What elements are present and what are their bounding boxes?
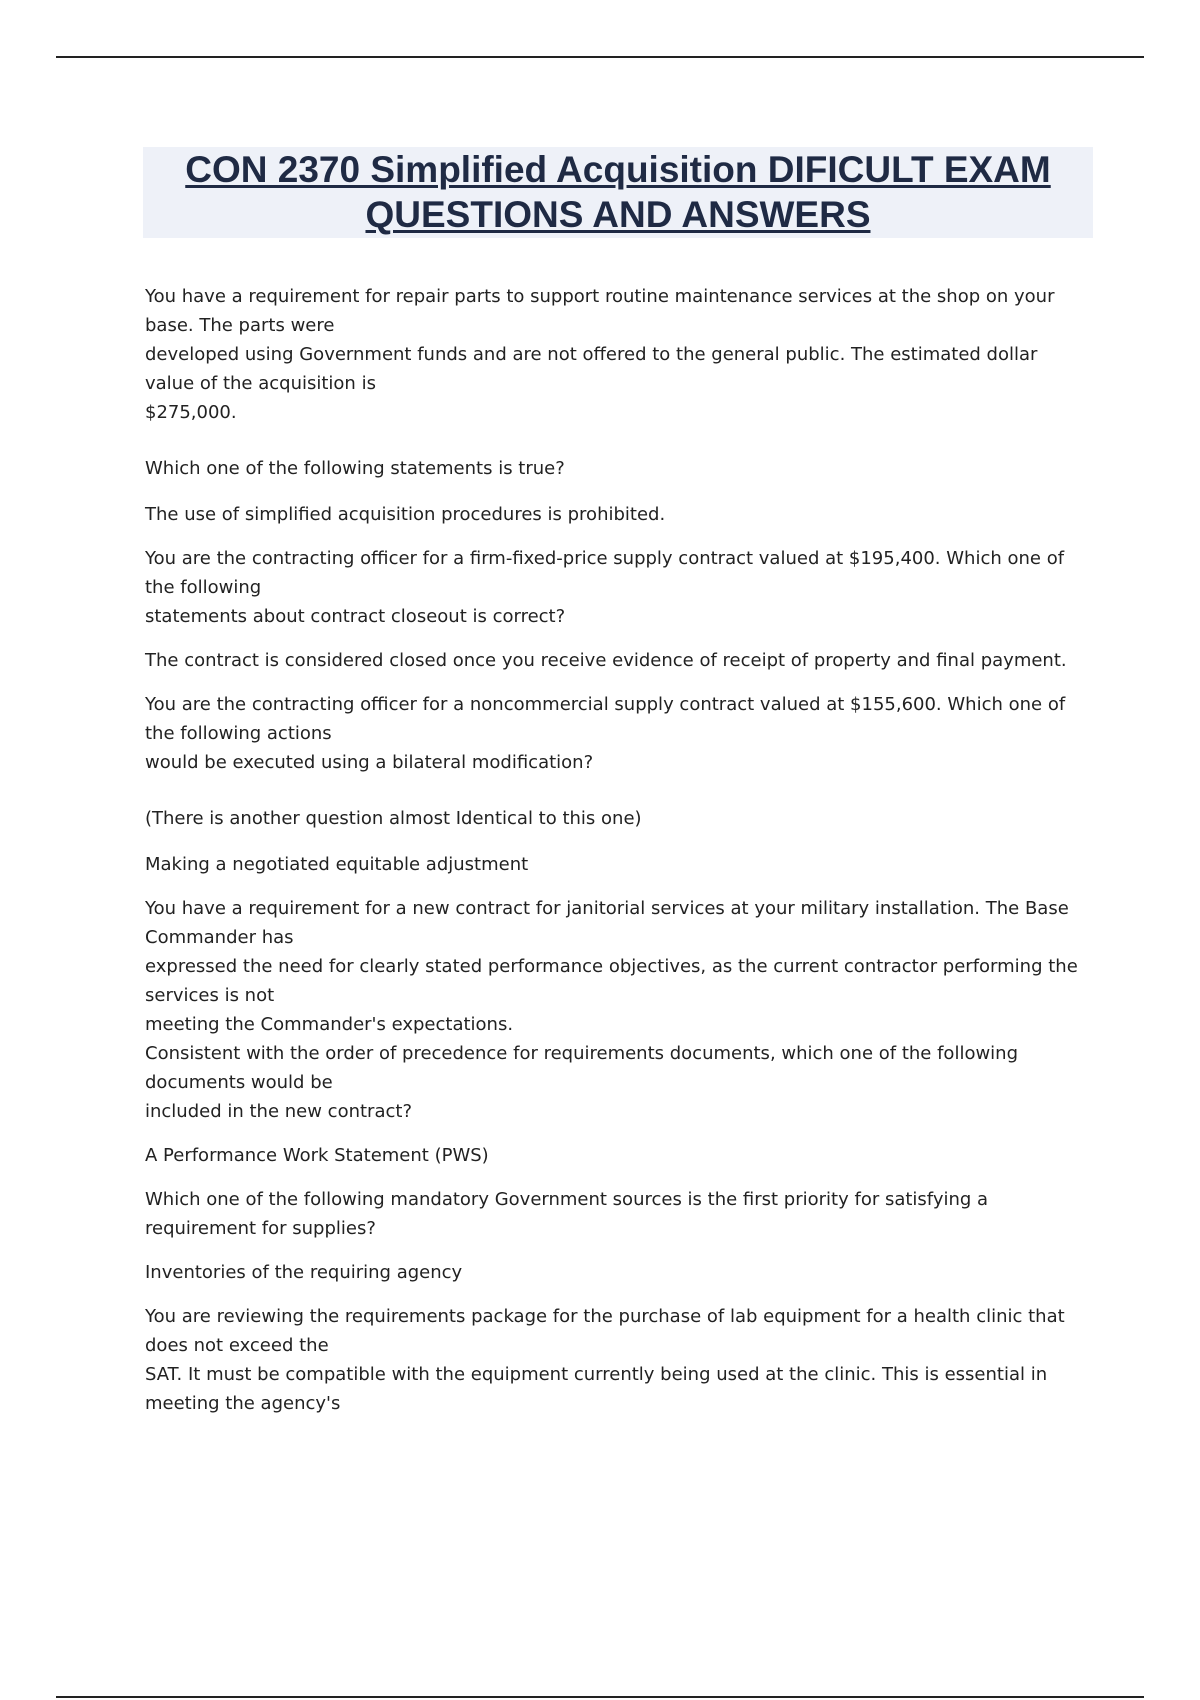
answer-2 <box>145 646 1095 675</box>
text-line: the following <box>145 577 262 598</box>
title-line-2: QUESTIONS AND ANSWERS <box>365 194 871 235</box>
question-3-note <box>145 804 1095 833</box>
text-line: You are reviewing the requirements package for the purchase of lab equipment for a health clinic that <box>145 1306 1065 1327</box>
title-line-1: CON 2370 Simplified Acquisition DIFICULT EXAM <box>185 149 1051 190</box>
text-line: expressed the need for clearly stated performance objectives, as the current contractor performing the <box>145 956 1078 977</box>
text-line: requirement for supplies? <box>145 1218 376 1239</box>
question-3 <box>145 690 1095 777</box>
text-line: Commander has <box>145 927 294 948</box>
text-line: Consistent with the order of precedence for requirements documents, which one of the following <box>145 1043 1019 1064</box>
text-line: A Performance Work Statement (PWS) <box>145 1145 489 1166</box>
text-line: value of the acquisition is <box>145 373 376 394</box>
question-5 <box>145 1185 1095 1243</box>
answer-5 <box>145 1258 1095 1287</box>
text-line: statements about contract closeout is correct? <box>145 606 566 627</box>
text-line: You are the contracting officer for a noncommercial supply contract valued at $155,600. Which one of <box>145 694 1066 715</box>
text-line: You have a requirement for repair parts to support routine maintenance services at the shop on your <box>145 286 1055 307</box>
text-line: would be executed using a bilateral modification? <box>145 752 594 773</box>
text-line: base. The parts were <box>145 315 335 336</box>
text-line: documents would be <box>145 1072 333 1093</box>
question-4 <box>145 894 1095 1126</box>
text-line: Which one of the following statements is true? <box>145 458 565 479</box>
bottom-rule <box>56 1696 1144 1698</box>
text-line: You have a requirement for a new contract for janitorial services at your military installation. The Base <box>145 898 1069 919</box>
document-title <box>143 147 1093 237</box>
document-body <box>145 282 1095 1418</box>
question-1 <box>145 282 1095 427</box>
text-line: does not exceed the <box>145 1335 329 1356</box>
text-line: $275,000. <box>145 402 237 423</box>
text-line: meeting the agency's <box>145 1393 341 1414</box>
text-line: meeting the Commander's expectations. <box>145 1014 514 1035</box>
text-line: SAT. It must be compatible with the equipment currently being used at the clinic. This is essential in <box>145 1364 1048 1385</box>
text-line: developed using Government funds and are not offered to the general public. The estimated dollar <box>145 344 1038 365</box>
title-box <box>143 147 1093 238</box>
top-rule <box>56 56 1144 58</box>
text-line: Inventories of the requiring agency <box>145 1262 463 1283</box>
text-line: The contract is considered closed once you receive evidence of receipt of property and final payment. <box>145 650 1067 671</box>
text-line: Making a negotiated equitable adjustment <box>145 854 529 875</box>
text-line: You are the contracting officer for a firm-fixed-price supply contract valued at $195,400. Which one of <box>145 548 1065 569</box>
text-line: Which one of the following mandatory Government sources is the first priority for satisfying a <box>145 1189 989 1210</box>
text-line: services is not <box>145 985 275 1006</box>
question-2 <box>145 544 1095 631</box>
text-line: the following actions <box>145 723 332 744</box>
text-line: (There is another question almost Identical to this one) <box>145 808 642 829</box>
answer-1 <box>145 500 1095 529</box>
question-1-prompt <box>145 454 1095 483</box>
text-line: The use of simplified acquisition procedures is prohibited. <box>145 504 666 525</box>
question-6 <box>145 1302 1095 1418</box>
answer-3 <box>145 850 1095 879</box>
answer-4 <box>145 1141 1095 1170</box>
text-line: included in the new contract? <box>145 1101 412 1122</box>
